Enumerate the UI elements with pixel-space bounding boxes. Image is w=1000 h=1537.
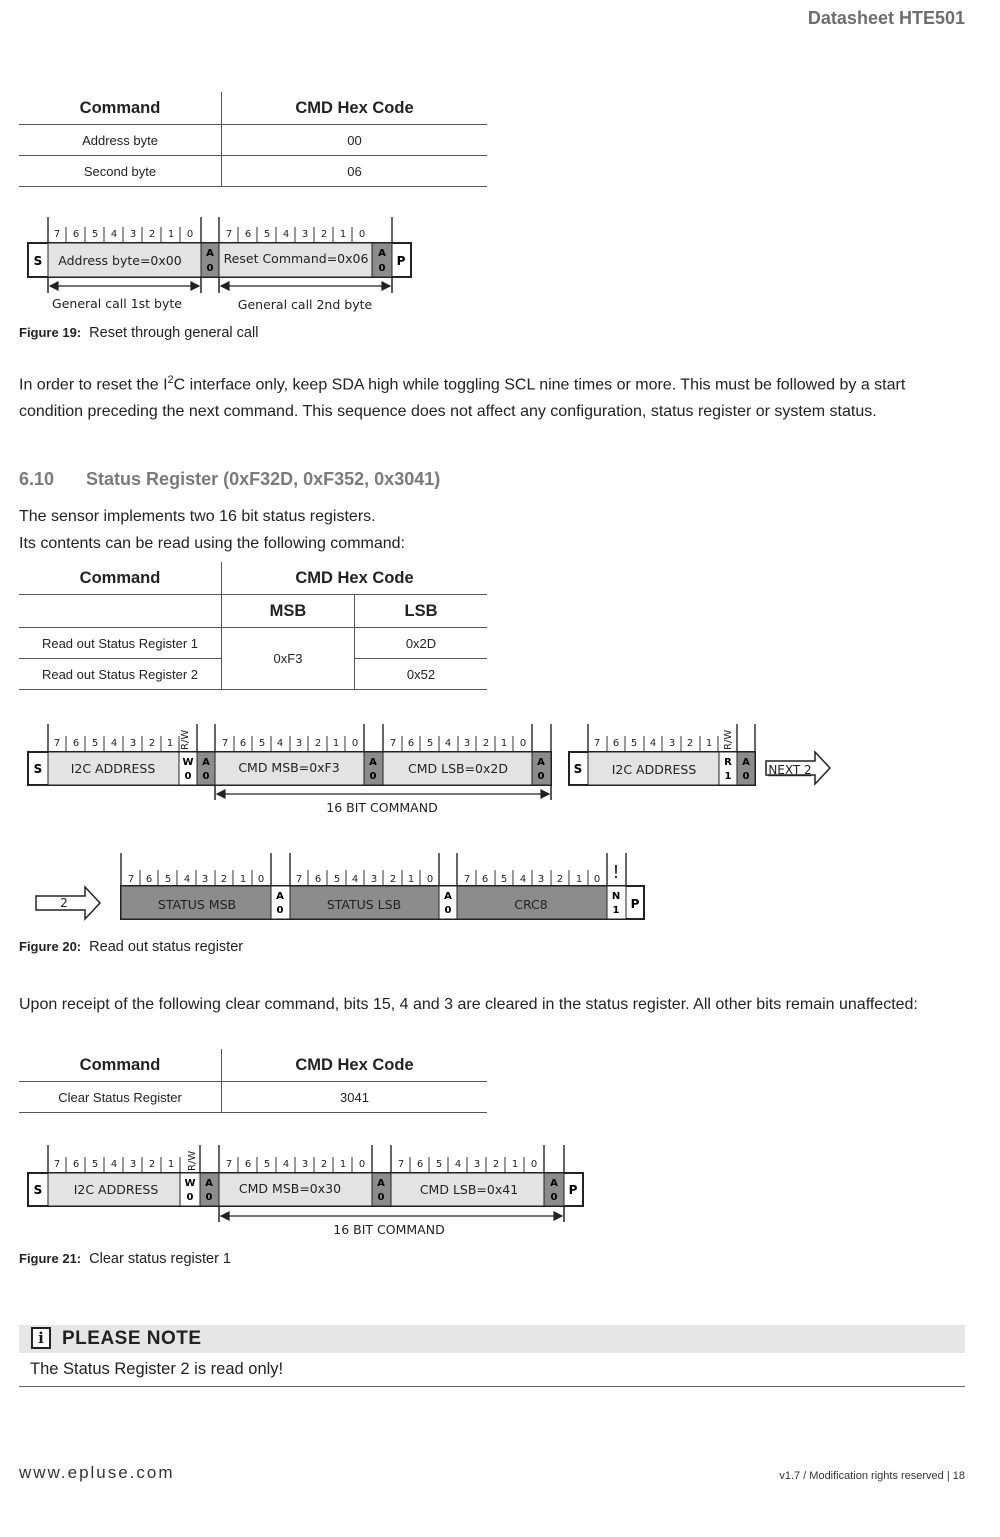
bit-label: 0 — [593, 874, 601, 885]
span-label: 16 BIT COMMAND — [333, 1222, 445, 1237]
bit-label: 3 — [295, 738, 303, 749]
bit-label: 3 — [301, 1159, 309, 1170]
bit-label: 0 — [358, 1159, 366, 1170]
bit-label: 5 — [164, 874, 172, 885]
ack-bit: A — [369, 757, 377, 768]
bit-label: 7 — [221, 738, 229, 749]
bit-label: 3 — [668, 738, 676, 749]
bit-label: 1 — [511, 1159, 519, 1170]
note-title: PLEASE NOTE — [62, 1328, 202, 1349]
start-bit: S — [33, 254, 43, 268]
bit-label: 1 — [239, 874, 247, 885]
table-cell: 0x2D — [355, 628, 488, 659]
bit-label: 5 — [426, 738, 434, 749]
bit-label: 5 — [263, 1159, 271, 1170]
nack-bit: N — [611, 891, 621, 902]
bit-label: 7 — [127, 874, 135, 885]
footer-version-page: v1.7 / Modification rights reserved | 18 — [779, 1470, 965, 1482]
table-row — [19, 156, 487, 187]
table-cell: Read out Status Register 2 — [19, 659, 222, 690]
ack-value: 0 — [742, 771, 750, 782]
bit-label: 3 — [370, 874, 378, 885]
field-cmd-msb: CMD MSB=0x30 — [238, 1181, 342, 1196]
bit-label: 2 — [148, 738, 156, 749]
write-value: 0 — [186, 1192, 194, 1203]
field-i2c-address: I2C ADDRESS — [70, 761, 156, 776]
figure-20-diagram-part1 — [0, 716, 840, 824]
field-reset-command: Reset Command=0x06 — [223, 251, 369, 266]
bit-label: 4 — [276, 738, 284, 749]
ack-bit: A — [550, 1178, 558, 1189]
ack-value: 0 — [206, 263, 214, 274]
bit-label: 6 — [72, 229, 80, 240]
bit-label: 0 — [426, 874, 434, 885]
bit-label: 2 — [389, 874, 397, 885]
bit-label: 2 — [482, 738, 490, 749]
bit-label: 2 — [148, 1159, 156, 1170]
field-i2c-address: I2C ADDRESS — [611, 762, 697, 777]
stop-bit: P — [396, 254, 406, 268]
caption-label: Figure 21: — [19, 1251, 82, 1266]
ack-bit: A — [205, 1178, 213, 1189]
bit-label: 3 — [129, 1159, 137, 1170]
start-bit: S — [573, 762, 583, 776]
figure-20-diagram-part2 — [0, 848, 660, 924]
note-text: The Status Register 2 is read only! — [30, 1360, 284, 1378]
bit-label: 6 — [416, 1159, 424, 1170]
bit-label: 5 — [333, 874, 341, 885]
bit-label: 4 — [110, 738, 118, 749]
col-header-hex: CMD Hex Code — [222, 92, 488, 125]
bit-label: 3 — [201, 874, 209, 885]
write-bit: W — [182, 757, 194, 768]
start-bit: S — [33, 1183, 43, 1197]
table-cell: Second byte — [19, 156, 222, 187]
bit-label: 7 — [53, 738, 61, 749]
ack-value: 0 — [202, 771, 210, 782]
field-cmd-lsb: CMD LSB=0x2D — [408, 761, 508, 776]
read-value: 1 — [724, 771, 732, 782]
bit-label: 4 — [110, 1159, 118, 1170]
figure-21-caption — [19, 1251, 231, 1267]
ack-bit: A — [206, 248, 214, 259]
bit-label: 7 — [53, 229, 61, 240]
rw-label: R/W — [180, 729, 191, 750]
stop-bit: P — [630, 897, 640, 911]
bit-label: 4 — [519, 874, 527, 885]
field-status-lsb: STATUS LSB — [326, 897, 402, 912]
bit-label: 6 — [612, 738, 620, 749]
bit-label: 5 — [91, 1159, 99, 1170]
ack-value: 0 — [205, 1192, 213, 1203]
field-crc8: CRC8 — [514, 897, 548, 912]
bit-label: 0 — [351, 738, 359, 749]
bit-label: 5 — [258, 738, 266, 749]
ack-value: 0 — [444, 905, 452, 916]
bit-label: 0 — [358, 229, 366, 240]
caption-label: Figure 19: — [19, 325, 82, 340]
col-header-command: Command — [19, 562, 222, 595]
bit-label: 1 — [166, 738, 174, 749]
superscript: 2 — [167, 374, 174, 386]
bit-label: 1 — [339, 229, 347, 240]
bit-label: 2 — [314, 738, 322, 749]
table-row — [19, 125, 487, 156]
bit-label: 6 — [72, 738, 80, 749]
next-2-label: NEXT 2 — [768, 763, 812, 777]
caption-label: Figure 20: — [19, 939, 82, 954]
read-bit: R — [724, 757, 732, 768]
paragraph-reset-interface — [19, 367, 964, 425]
bit-label: 3 — [473, 1159, 481, 1170]
bit-label: 1 — [407, 874, 415, 885]
info-icon: i — [31, 1327, 51, 1349]
continue-2-label: 2 — [60, 896, 68, 910]
table-row — [19, 1082, 487, 1113]
field-address-byte: Address byte=0x00 — [58, 253, 182, 268]
ack-value: 0 — [537, 771, 545, 782]
field-i2c-address: I2C ADDRESS — [73, 1182, 159, 1197]
empty-cell — [19, 595, 222, 628]
section-title: Status Register (0xF32D, 0xF352, 0x3041) — [86, 469, 441, 489]
bit-label: 6 — [239, 738, 247, 749]
bit-label: 1 — [332, 738, 340, 749]
bit-label: 5 — [91, 738, 99, 749]
bit-label: 0 — [186, 229, 194, 240]
bit-label: 3 — [537, 874, 545, 885]
section-heading — [19, 469, 440, 490]
field-status-msb: STATUS MSB — [157, 897, 237, 912]
bit-label: 1 — [339, 1159, 347, 1170]
table-cell: 3041 — [222, 1082, 488, 1113]
table-cell: Clear Status Register — [19, 1082, 222, 1113]
ack-value: 0 — [369, 771, 377, 782]
write-value: 0 — [184, 771, 192, 782]
bit-label: 4 — [282, 229, 290, 240]
bit-label: 6 — [244, 229, 252, 240]
bit-label: 2 — [220, 874, 228, 885]
bit-label: 3 — [129, 229, 137, 240]
bit-label: 4 — [183, 874, 191, 885]
bit-label: 2 — [492, 1159, 500, 1170]
bit-label: 4 — [454, 1159, 462, 1170]
general-call-command-table — [19, 92, 487, 187]
bit-label: 2 — [556, 874, 564, 885]
table-row — [19, 628, 487, 659]
col-header-msb: MSB — [222, 595, 355, 628]
paragraph-clear-command: Upon receipt of the following clear command, bits 15, 4 and 3 are cleared in the status register. All other bits remain unaffected: — [19, 996, 918, 1013]
bit-label: 4 — [282, 1159, 290, 1170]
bit-label: 6 — [314, 874, 322, 885]
col-header-command: Command — [19, 92, 222, 125]
ack-bit: A — [202, 757, 210, 768]
table-cell: Address byte — [19, 125, 222, 156]
rw-label: R/W — [187, 1150, 198, 1171]
ack-bit: A — [276, 891, 284, 902]
bit-label: 7 — [389, 738, 397, 749]
ack-value: 0 — [276, 905, 284, 916]
col-header-hex: CMD Hex Code — [222, 562, 488, 595]
bit-label: 4 — [110, 229, 118, 240]
caption-text: Read out status register — [89, 939, 244, 955]
text-line: The sensor implements two 16 bit status registers. — [19, 508, 376, 525]
bit-label: 7 — [463, 874, 471, 885]
bit-label: 3 — [463, 738, 471, 749]
bit-label: 3 — [301, 229, 309, 240]
bit-label: 2 — [148, 229, 156, 240]
caption-text: Reset through general call — [89, 325, 259, 341]
nack-marker: ! — [612, 862, 620, 883]
bit-label: 3 — [129, 738, 137, 749]
table-cell: 06 — [222, 156, 488, 187]
bit-label: 2 — [320, 229, 328, 240]
bit-label: 6 — [244, 1159, 252, 1170]
bit-label: 4 — [444, 738, 452, 749]
col-header-hex: CMD Hex Code — [222, 1049, 488, 1082]
bit-label: 4 — [351, 874, 359, 885]
table-cell: Read out Status Register 1 — [19, 628, 222, 659]
figure-19-diagram — [0, 205, 440, 317]
bit-label: 6 — [481, 874, 489, 885]
clear-status-command-table — [19, 1049, 487, 1113]
read-status-command-table — [19, 562, 487, 690]
bit-label: 5 — [630, 738, 638, 749]
field-cmd-lsb: CMD LSB=0x41 — [419, 1182, 519, 1197]
bit-label: 0 — [519, 738, 527, 749]
bit-label: 6 — [72, 1159, 80, 1170]
rw-label: R/W — [723, 729, 734, 750]
write-bit: W — [184, 1178, 196, 1189]
start-bit: S — [33, 762, 43, 776]
bit-label: 5 — [500, 874, 508, 885]
table-cell: 00 — [222, 125, 488, 156]
bit-label: 4 — [649, 738, 657, 749]
col-header-lsb: LSB — [355, 595, 488, 628]
bit-label: 1 — [705, 738, 713, 749]
span-label: 16 BIT COMMAND — [326, 800, 438, 815]
caption-text: Clear status register 1 — [89, 1251, 231, 1267]
figure-20-caption — [19, 939, 243, 955]
bit-label: 7 — [295, 874, 303, 885]
bit-label: 1 — [575, 874, 583, 885]
bit-label: 7 — [397, 1159, 405, 1170]
text-run: In order to reset the I — [19, 376, 168, 394]
stop-bit: P — [568, 1183, 578, 1197]
bit-label: 1 — [500, 738, 508, 749]
bit-label: 6 — [407, 738, 415, 749]
bit-label: 6 — [145, 874, 153, 885]
note-divider — [19, 1386, 965, 1387]
bit-label: 5 — [435, 1159, 443, 1170]
field-cmd-msb: CMD MSB=0xF3 — [238, 760, 340, 775]
table-cell: 0x52 — [355, 659, 488, 690]
paragraph-status-intro — [19, 504, 964, 557]
ack-value: 0 — [377, 1192, 385, 1203]
ack-bit: A — [377, 1178, 385, 1189]
bit-label: 2 — [320, 1159, 328, 1170]
bit-label: 5 — [91, 229, 99, 240]
ack-bit: A — [742, 757, 750, 768]
span-label: General call 2nd byte — [237, 297, 373, 312]
figure-21-diagram — [0, 1137, 600, 1245]
footer-website-link[interactable]: www.epluse.com — [19, 1463, 175, 1482]
section-number: 6.10 — [19, 469, 55, 489]
bit-label: 5 — [263, 229, 271, 240]
text-line: Its contents can be read using the following command: — [19, 534, 405, 552]
bit-label: 7 — [225, 229, 233, 240]
ack-value: 0 — [378, 263, 386, 274]
nack-value: 1 — [612, 905, 620, 916]
ack-bit: A — [537, 757, 545, 768]
bit-label: 0 — [257, 874, 265, 885]
figure-19-caption — [19, 325, 258, 341]
bit-label: 2 — [686, 738, 694, 749]
span-label: General call 1st byte — [52, 296, 182, 311]
bit-label: 7 — [593, 738, 601, 749]
bit-label: 1 — [167, 229, 175, 240]
bit-label: 0 — [530, 1159, 538, 1170]
bit-label: 1 — [167, 1159, 175, 1170]
text-run: C interface only, keep SDA high while toggling SCL nine times or more. This must be followed by a start condition preceding the next command. This sequence does not affect any configuration, status register or system status. — [19, 376, 906, 420]
ack-bit: A — [444, 891, 452, 902]
bit-label: 7 — [225, 1159, 233, 1170]
ack-value: 0 — [550, 1192, 558, 1203]
table-cell: 0xF3 — [222, 628, 355, 690]
ack-bit: A — [378, 248, 386, 259]
col-header-command: Command — [19, 1049, 222, 1082]
document-title: Datasheet HTE501 — [807, 8, 965, 28]
bit-label: 7 — [53, 1159, 61, 1170]
